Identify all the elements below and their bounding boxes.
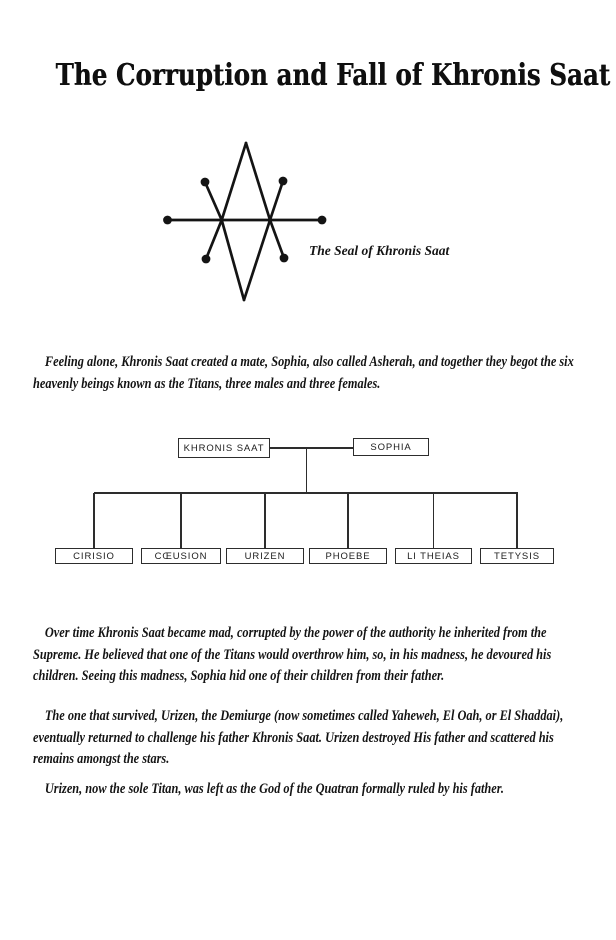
page-title: The Corruption and Fall of Khronis Saat [55, 58, 611, 93]
tree-drop-tetysis [516, 493, 518, 548]
tree-connector-descent [306, 448, 308, 493]
tree-connector-sibling-bus [94, 492, 518, 494]
tree-node-phoebe: PHOEBE [309, 548, 387, 564]
tree-connector-parents [270, 447, 353, 449]
tree-node-tetysis: TETYSIS [480, 548, 554, 564]
tree-node-urizen: URIZEN [226, 548, 304, 564]
tree-node-sophia: SOPHIA [353, 438, 429, 456]
tree-drop-li-theias [433, 493, 435, 548]
tree-node-coeusion: CŒUSION [141, 548, 221, 564]
tree-drop-cirisio [93, 493, 95, 548]
paragraph-corruption-and-madness: Over time Khronis Saat became mad, corrupted by the power of the authority he inherited from the Supreme. He believed that one of the Titans would overthrow him, so, in his madness, he devoured his children. Seeing this madness, Sophia hid one of their children from their father. [33, 625, 552, 684]
seal-caption: The Seal of Khronis Saat [309, 243, 450, 258]
paragraph-creation-of-titans: Feeling alone, Khronis Saat created a mate, Sophia, also called Asherah, and together they begot the six heavenly beings known as the Titans, three males and three females. [33, 354, 574, 392]
tree-node-cirisio: CIRISIO [55, 548, 133, 564]
tree-node-li-theias: LI THEIAS [395, 548, 472, 564]
tree-drop-coeusion [180, 493, 182, 548]
paragraph-urizen-rules: Urizen, now the sole Titan, was left as the God of the Quatran formally ruled by his father. [44, 781, 504, 797]
paragraph-urizen-returns: The one that survived, Urizen, the Demiurge (now sometimes called Yaheweh, El Oah, or El Shaddai), eventually returned to challenge his father Khronis Saat. Urizen destroyed His father and scattered his remains amongst the stars. [33, 708, 564, 767]
tree-drop-phoebe [347, 493, 349, 548]
tree-node-khronis-saat: KHRONIS SAAT [178, 438, 270, 458]
tree-drop-urizen [264, 493, 266, 548]
